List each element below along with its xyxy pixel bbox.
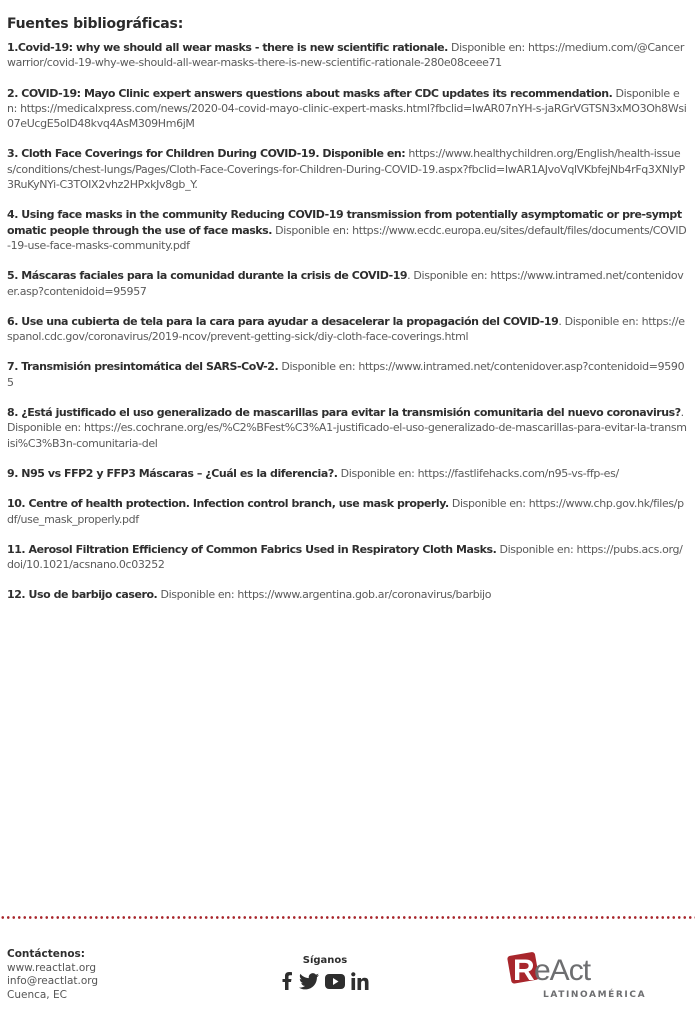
contact-website[interactable]: www.reactlat.org (7, 961, 97, 974)
reference-item (7, 542, 687, 573)
reference-link[interactable]: Disponible en: https://medicalxpress.com/news/2020-04-covid-mayo-clinic-expert-masks.html?fbclid=IwAR07nYH-s-jaRGrVGTSN3xMO3Oh8Wsi07eUcgE5oID48kvq4AsM309Hm6jM (7, 86, 687, 131)
reference-title: 10. Centre of health protection. Infection control branch, use mask properly. (7, 497, 449, 511)
logo-letter-r: R (513, 954, 534, 987)
page-heading: Fuentes bibliográficas: (7, 16, 184, 32)
reference-item (7, 405, 687, 451)
reference-link[interactable]: Disponible en: https://www.chp.gov.hk/files/pdf/use_mask_properly.pdf (7, 497, 684, 526)
social-label: Síganos (302, 955, 348, 966)
reference-title: 5. Máscaras faciales para la comunidad durante la crisis de COVID-19 (7, 269, 408, 283)
twitter-icon[interactable] (299, 973, 319, 990)
reference-item (7, 359, 687, 390)
reference-link[interactable]: https://www.healthychildren.org/English/health-issues/conditions/chest-lungs/Pages/Cloth-Face-Coverings-for-Children-During-COVID-19.aspx?fbclid=IwAR1AJvoVqlVKbfejNb4rFq3XNlyP3RuKyNYi-C3TOIX2vhz2HPxkJv8gb_Y. (7, 147, 685, 192)
facebook-icon[interactable] (281, 972, 293, 990)
reference-title: 4. Using face masks in the community Reducing COVID-19 transmission from potentially asymptomatic or pre-symptomatic people through the use of face masks. (7, 208, 682, 237)
contact-location: Cuenca, EC (7, 988, 67, 1001)
social-block (275, 955, 375, 990)
reference-link[interactable]: Disponible en: https://fastlifehacks.com/n95-vs-ffp-es/ (337, 466, 619, 480)
reference-item (7, 314, 687, 345)
reference-link[interactable]: Disponible en: https://pubs.acs.org/doi/10.1021/acsnano.0c03252 (7, 542, 683, 572)
reference-item (7, 268, 687, 299)
contact-block (7, 948, 98, 1002)
reference-title: 1.Covid-19: why we should all wear masks - there is new scientific rationale. (7, 41, 448, 54)
reference-link[interactable]: . Disponible en: https://es.cochrane.org/es/%C2%BFest%C3%A1-justificado-el-uso-generalizado-de-mascarillas-para-evitar-la-transmisi%C3%B3n-comunitaria-del (7, 406, 687, 450)
reference-title: 12. Uso de barbijo casero. (7, 588, 158, 602)
reference-title: 7. Transmisión presintomática del SARS-CoV-2. (7, 360, 279, 374)
reference-title: 11. Aerosol Filtration Efficiency of Common Fabrics Used in Respiratory Cloth Masks. (7, 542, 497, 556)
reference-item (7, 587, 687, 602)
reference-title: 6. Use una cubierta de tela para la cara para ayudar a desacelerar la propagación del COVID-19 (7, 314, 559, 328)
reference-item (7, 86, 687, 132)
logo-subtext: LATINOAMÉRICA (543, 990, 647, 1000)
reference-link[interactable]: . Disponible en: https://espanol.cdc.gov/coronavirus/2019-ncov/prevent-getting-sick/diy-cloth-face-coverings.html (7, 314, 685, 344)
reference-item (7, 40, 687, 71)
react-latinoamerica-logo (505, 948, 655, 1003)
reference-title: 9. N95 vs FFP2 y FFP3 Máscaras – ¿Cuál es la diferencia?. (7, 466, 338, 480)
reference-item (7, 207, 687, 253)
reference-title: 2. COVID-19: Mayo Clinic expert answers questions about masks after CDC updates its recommendation. (7, 86, 613, 100)
reference-link[interactable]: Disponible en: https://www.intramed.net/contenidover.asp?contenidoid=95905 (7, 360, 685, 389)
reference-item (7, 466, 687, 481)
contact-email[interactable]: info@reactlat.org (7, 975, 99, 987)
logo-wordmark: eAct (534, 954, 591, 987)
reference-link[interactable]: Disponible en: https://medium.com/@Cancerwarrior/covid-19-why-we-should-all-wear-masks-there-is-new-scientific-rationale-280e08ceee71 (7, 41, 684, 70)
reference-item (7, 146, 687, 192)
reference-title: 8. ¿Está justificado el uso generalizado de mascarillas para evitar la transmisión comunitaria del nuevo coronavirus? (7, 406, 681, 420)
youtube-icon[interactable] (325, 974, 345, 989)
reference-item (7, 496, 687, 527)
linkedin-icon[interactable] (351, 972, 369, 990)
contact-label: Contáctenos: (7, 948, 86, 960)
reference-title: 3. Cloth Face Coverings for Children During COVID-19. Disponible en: (7, 147, 406, 161)
dotted-divider (0, 916, 695, 919)
social-icons (275, 972, 375, 990)
reference-link[interactable]: . Disponible en: https://www.intramed.net/contenidover.asp?contenidoid=95957 (7, 269, 684, 298)
reference-link[interactable]: Disponible en: https://www.argentina.gob.ar/coronavirus/barbijo (157, 588, 492, 602)
reference-link[interactable]: Disponible en: https://www.ecdc.europa.eu/sites/default/files/documents/COVID-19-use-face-masks-community.pdf (7, 223, 687, 252)
reference-list (7, 40, 687, 618)
